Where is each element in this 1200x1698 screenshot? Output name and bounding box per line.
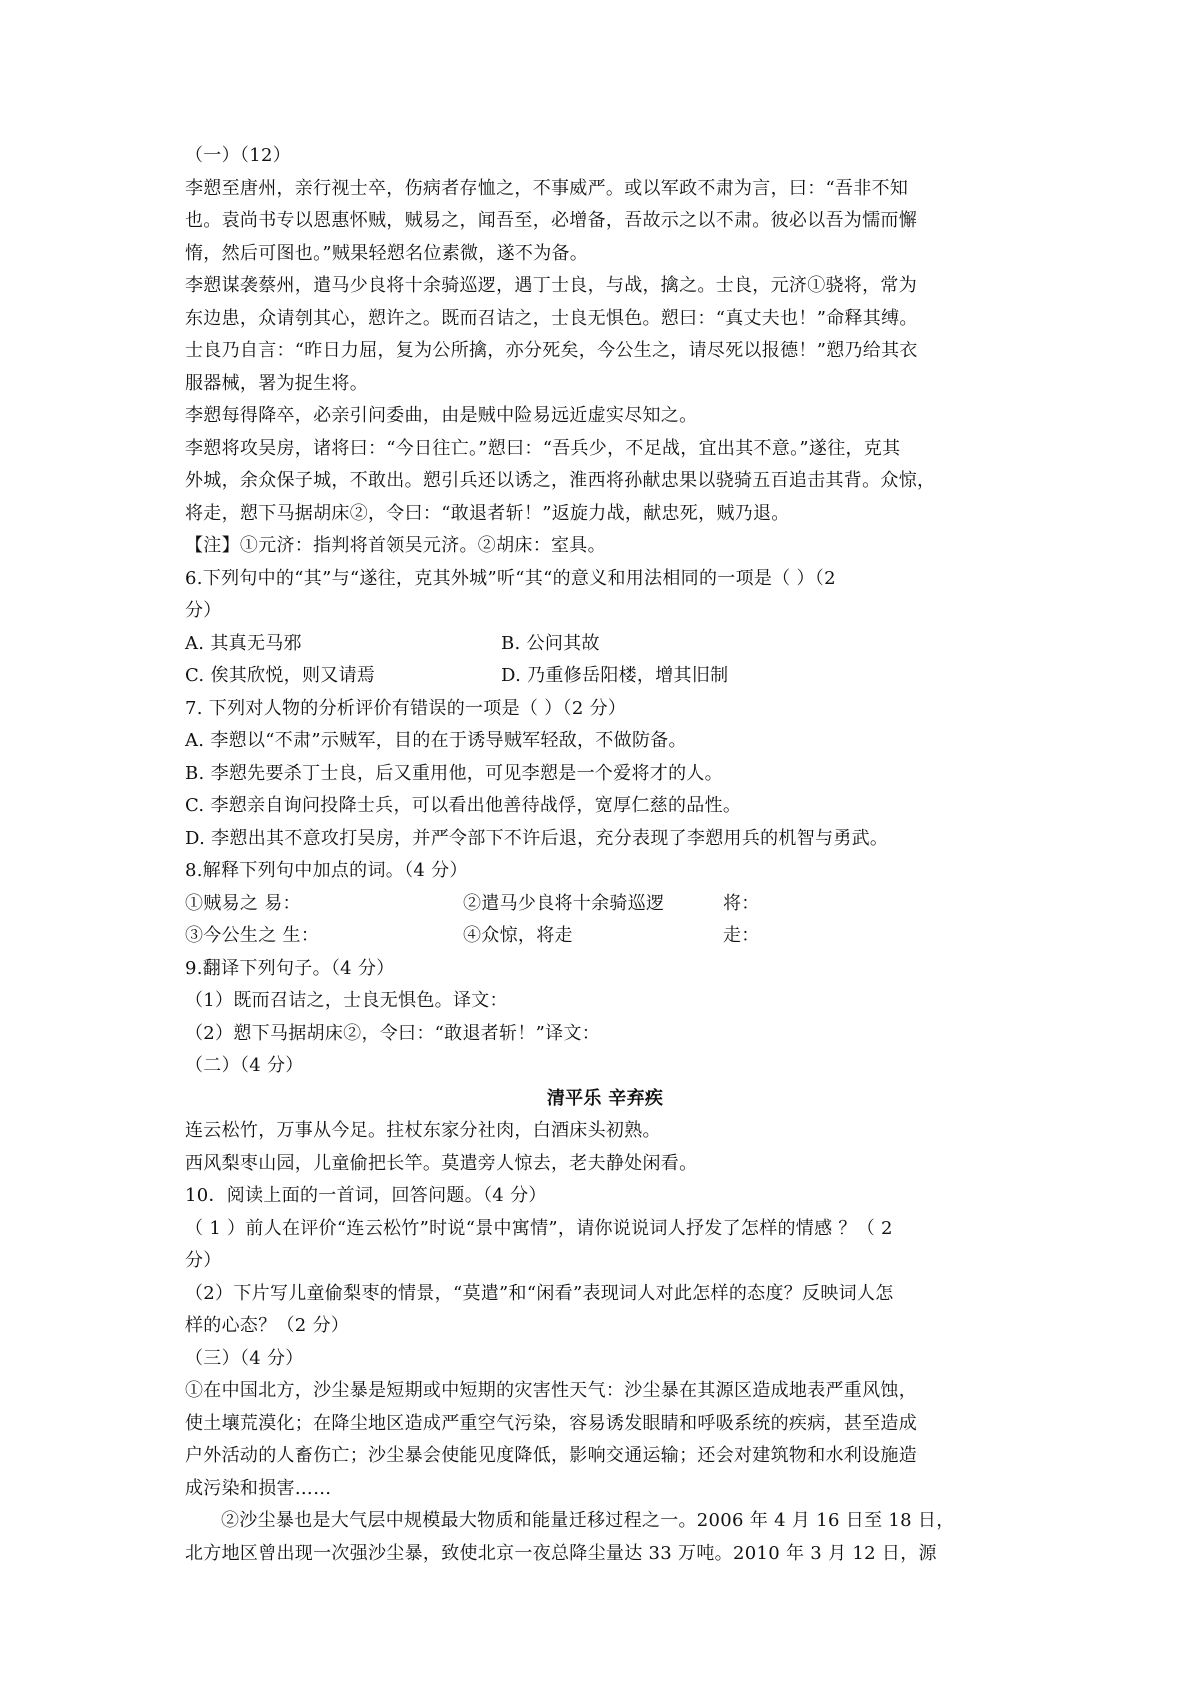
question-8 [185,855,1025,953]
passage-line: 也。袁尚书专以恩惠怀贼，贼易之，闻吾至，必增备，吾故示之以不肃。彼必以吾为懦而懈 [185,210,917,231]
q8-item-3: ③今公生之 生： [185,925,320,946]
passage-line: 李愬谋袭蔡州，遣马少良将十余骑巡逻，遇丁士良，与战，擒之。士良，元济①骁将，常为 [185,275,917,296]
paragraph-1-line: 使土壤荒漠化；在降尘地区造成严重空气污染，容易诱发眼睛和呼吸系统的疾病，甚至造成 [185,1412,917,1434]
q8-item-2: ②遣马少良将十余骑巡逻 [463,892,665,914]
q7-option-a: A. 李愬以“不肃”示贼军，目的在于诱导贼军轻敌，不做防备。 [185,730,687,751]
q6-options-row2 [185,660,1025,693]
paragraph-2-line: ②沙尘暴也是大气层中规模最大物质和能量迁移过程之一。2006 年 4 月 16 日至 18 日， [221,1510,955,1531]
passage-line: 服器械，署为捉生将。 [185,372,368,394]
q10-stem: 10．阅读上面的一首词，回答问题。（4 分） [185,1185,547,1206]
passage-line: 外城，余众保子城，不敢出。愬引兵还以诱之，淮西将孙献忠果以骁骑五百追击其背。众惊， [185,470,936,491]
question-6 [185,563,1025,693]
q8-item-1: ①贼易之 易： [185,892,301,914]
q6-option-a: A. 其真无马邪 [185,632,302,654]
section2-heading: （二）（4 分） [185,1055,304,1076]
paragraph-1-line: 户外活动的人畜伤亡；沙尘暴会使能见度降低，影响交通运输；还会对建筑物和水利设施造 [185,1445,917,1466]
paragraph-1-line: 成污染和损害…… [185,1477,332,1499]
paragraph-2-line: 北方地区曾出现一次强沙尘暴，致使北京一夜总降尘量达 33 万吨。2010 年 3 月 12 日，源 [185,1542,937,1564]
q8-row2 [185,920,1025,953]
q6-options-row1 [185,628,1025,661]
q10-part2: （2）下片写儿童偷梨枣的情景，“莫遣”和“闲看”表现词人对此怎样的态度？反映词人怎 [185,1282,894,1304]
q7-option-b: B. 李愬先要杀丁士良，后又重用他，可见李愬是一个爱将才的人。 [185,762,723,784]
q6-option-d: D. 乃重修岳阳楼，增其旧制 [501,665,729,686]
q6-stem-cont: 分） [185,600,222,621]
question-9 [185,953,1025,1051]
q7-stem: 7. 下列对人物的分析评价有错误的一项是（ ）（2 分） [185,697,627,719]
passage-line: 惰，然后可图也。”贼果轻愬名位素微，遂不为备。 [185,242,589,264]
q9-sentence-1: （1）既而召诘之，士良无惧色。译文： [185,990,508,1011]
q7-option-d: D. 李愬出其不意攻打吴房，并严令部下不许后退，充分表现了李愬用兵的机智与勇武。 [185,827,889,849]
q9-sentence-2: （2）愬下马据胡床②，令曰：“敢退者斩！”译文： [185,1022,601,1044]
passage-line: 李愬每得降卒，必亲引问委曲，由是贼中险易远近虚实尽知之。 [185,405,698,426]
poem-line: 西风梨枣山园，儿童偷把长竿。莫遣旁人惊去，老夫静处闲看。 [185,1152,698,1174]
section3-heading: （三）（4 分） [185,1347,304,1369]
q6-option-c: C. 俟其欣悦，则又请焉 [185,665,376,686]
section-3 [185,1343,1025,1571]
paragraph-1-line: ①在中国北方，沙尘暴是短期或中短期的灾害性天气：沙尘暴在其源区造成地表严重风蚀， [185,1380,917,1401]
q10-part1: （ 1 ）前人在评价“连云松竹”时说“景中寓情”，请你说说词人抒发了怎样的情感 ？（ 2 [185,1217,893,1239]
q8-item-2-answer: 将： [723,892,760,914]
passage-line: 士良乃自言：“昨日力屈，复为公所擒，亦分死矣，今公生之，请尽死以报德！”愬乃给其衣 [185,340,918,361]
section1-heading: （一）（12） [185,145,292,166]
q9-stem: 9.翻译下列句子。（4 分） [185,957,395,979]
q8-item-4-answer: 走： [723,925,760,946]
q6-option-b: B. 公问其故 [501,632,600,654]
exam-page [185,140,1025,1570]
passage-note: 【注】①元济：指判将首领吴元济。②胡床：室具。 [185,535,606,556]
q8-row1 [185,888,1025,921]
section-2 [185,1050,1025,1343]
poem-line: 连云松竹，万事从今足。拄杖东家分社肉，白酒床头初熟。 [185,1120,661,1141]
question-7 [185,693,1025,856]
passage-line: 将走，愬下马据胡床②，令曰：“敢退者斩！”返旋力战，献忠死，贼乃退。 [185,502,790,524]
q10-part1-cont: 分） [185,1250,222,1271]
poem-title: 清平乐 辛弃疾 [546,1087,664,1109]
q8-item-4: ④众惊，将走 [463,925,573,946]
passage-line: 李愬至唐州，亲行视士卒，伤病者存恤之，不事威严。或以军政不肃为言，曰：“吾非不知 [185,177,909,199]
q6-stem: 6.下列句中的“其”与“遂往，克其外城”听“其“的意义和用法相同的一项是（ ）（2 [185,567,836,589]
q7-option-c: C. 李愬亲自询问投降士兵，可以看出他善待战俘，宽厚仁慈的品性。 [185,795,742,816]
passage-line: 东边患，众请刳其心，愬许之。既而召诘之，士良无惧色。愬曰：“真丈夫也！”命释其缚。 [185,307,918,329]
passage-line: 李愬将攻吴房，诸将曰：“今日往亡。”愬曰：“吾兵少，不足战，宜出其不意。”遂往，克其 [185,437,901,459]
classical-passage [185,173,1025,531]
q8-stem: 8.解释下列句中加点的词。（4 分） [185,860,468,881]
q10-part2-cont: 样的心态？（2 分） [185,1315,350,1336]
